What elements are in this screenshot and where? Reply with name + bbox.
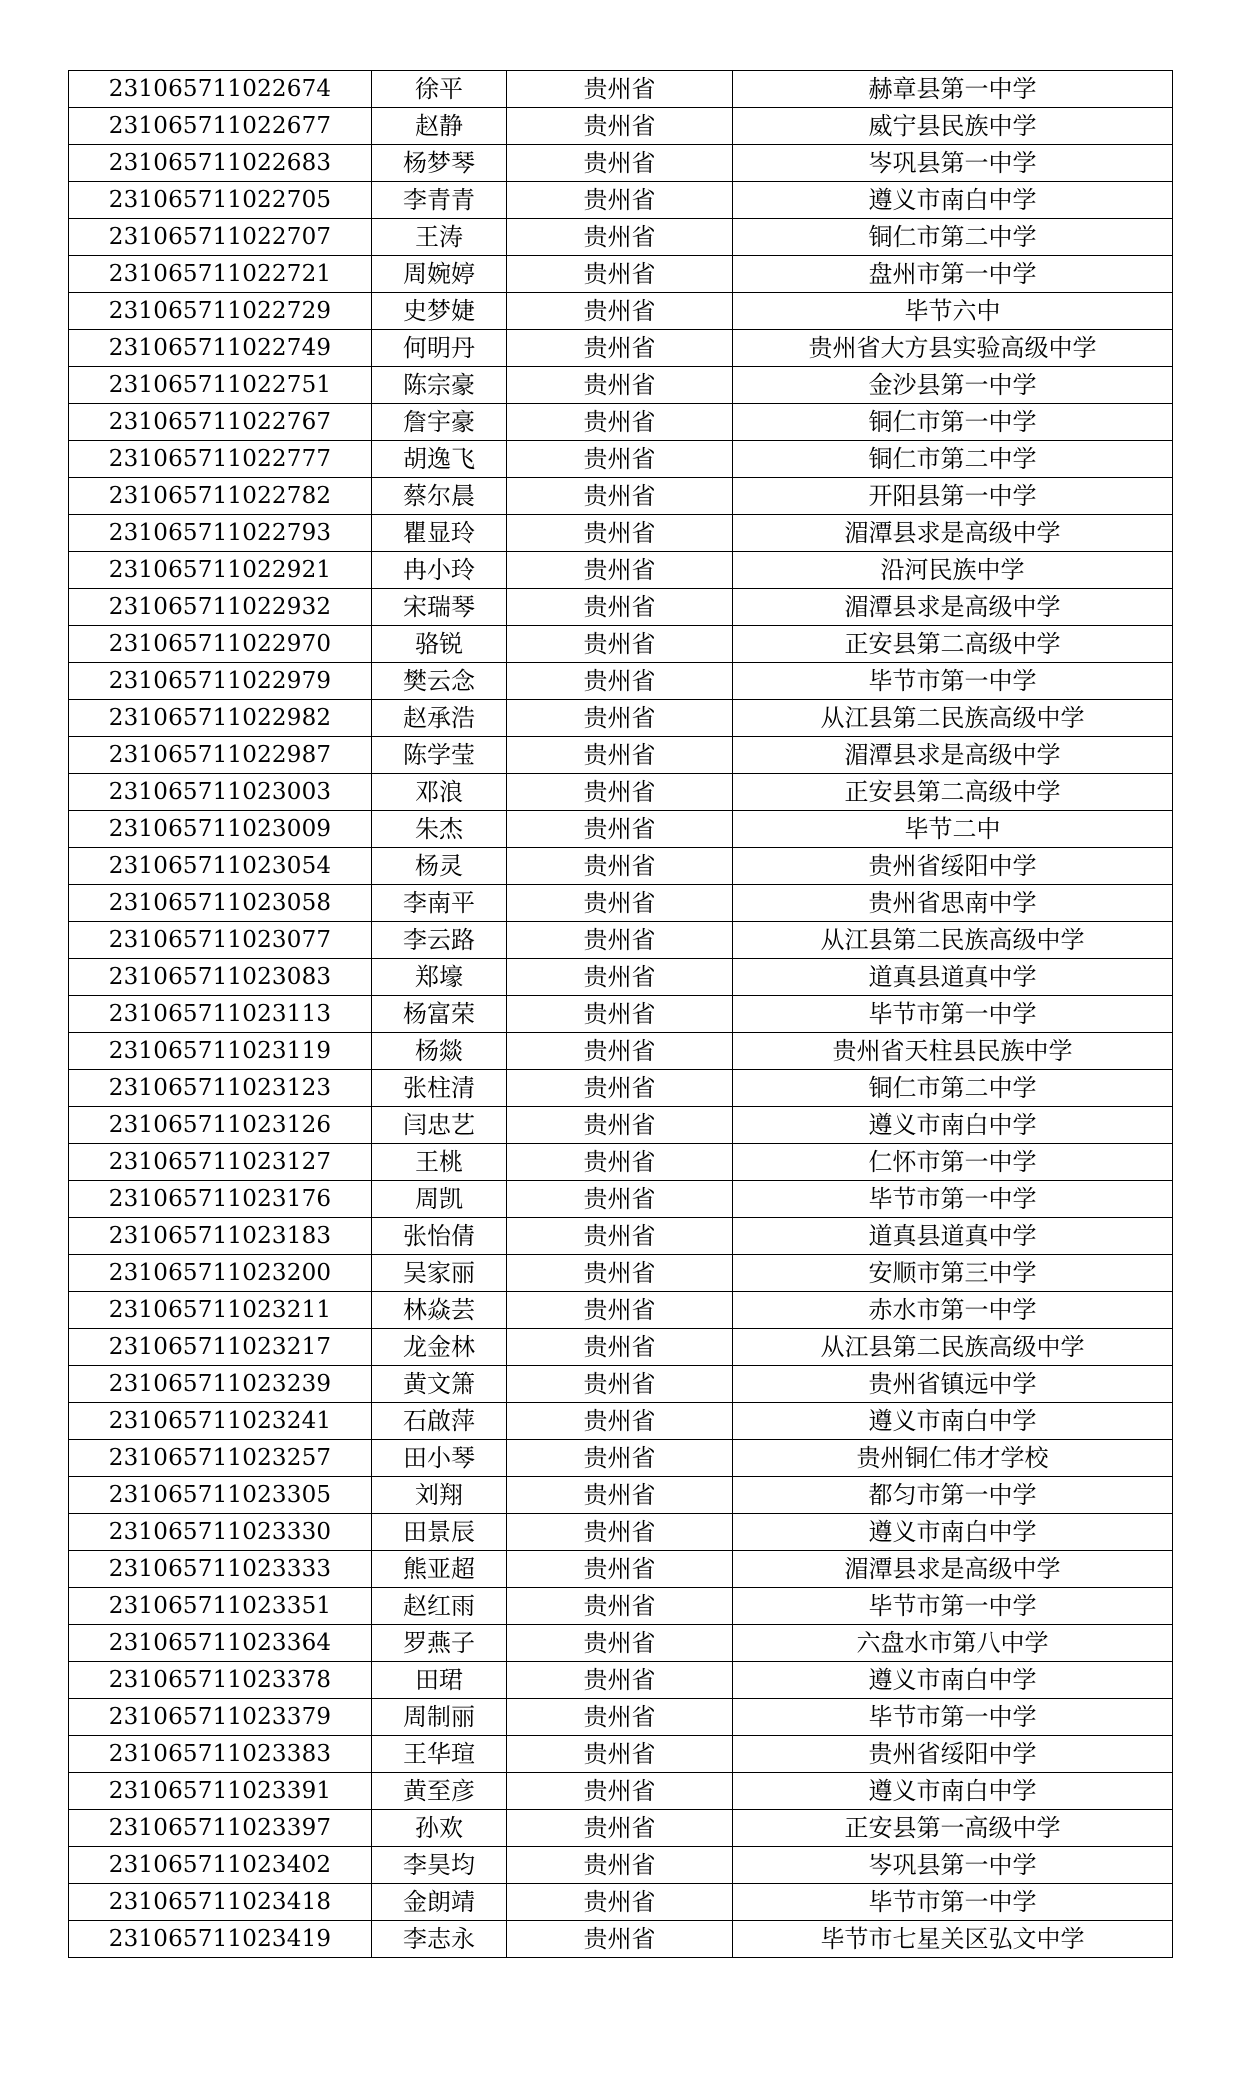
school-cell: 毕节六中 bbox=[733, 293, 1173, 330]
table-row bbox=[69, 663, 1173, 700]
student-name-cell: 李云路 bbox=[372, 922, 507, 959]
candidate-id-cell: 231065711023113 bbox=[69, 996, 372, 1033]
school-cell: 毕节市第一中学 bbox=[733, 1699, 1173, 1736]
student-name-cell: 李青青 bbox=[372, 182, 507, 219]
table-row bbox=[69, 367, 1173, 404]
school-cell: 遵义市南白中学 bbox=[733, 1773, 1173, 1810]
student-name-cell: 杨灵 bbox=[372, 848, 507, 885]
table-row bbox=[69, 1144, 1173, 1181]
table-row bbox=[69, 1847, 1173, 1884]
candidate-id-cell: 231065711023083 bbox=[69, 959, 372, 996]
table-row bbox=[69, 1699, 1173, 1736]
table-row bbox=[69, 848, 1173, 885]
province-cell: 贵州省 bbox=[507, 885, 733, 922]
table-row bbox=[69, 478, 1173, 515]
student-name-cell: 黄文箫 bbox=[372, 1366, 507, 1403]
school-cell: 金沙县第一中学 bbox=[733, 367, 1173, 404]
candidate-id-cell: 231065711023397 bbox=[69, 1810, 372, 1847]
province-cell: 贵州省 bbox=[507, 256, 733, 293]
candidate-id-cell: 231065711022767 bbox=[69, 404, 372, 441]
province-cell: 贵州省 bbox=[507, 1736, 733, 1773]
candidate-id-cell: 231065711023351 bbox=[69, 1588, 372, 1625]
table-row bbox=[69, 145, 1173, 182]
school-cell: 赫章县第一中学 bbox=[733, 71, 1173, 108]
candidate-id-cell: 231065711023119 bbox=[69, 1033, 372, 1070]
school-cell: 道真县道真中学 bbox=[733, 1218, 1173, 1255]
school-cell: 贵州铜仁伟才学校 bbox=[733, 1440, 1173, 1477]
candidate-id-cell: 231065711022777 bbox=[69, 441, 372, 478]
province-cell: 贵州省 bbox=[507, 1514, 733, 1551]
table-row bbox=[69, 811, 1173, 848]
province-cell: 贵州省 bbox=[507, 1477, 733, 1514]
province-cell: 贵州省 bbox=[507, 108, 733, 145]
table-row bbox=[69, 1588, 1173, 1625]
school-cell: 毕节市第一中学 bbox=[733, 1181, 1173, 1218]
school-cell: 湄潭县求是高级中学 bbox=[733, 1551, 1173, 1588]
candidate-id-cell: 231065711022729 bbox=[69, 293, 372, 330]
candidate-id-cell: 231065711022677 bbox=[69, 108, 372, 145]
province-cell: 贵州省 bbox=[507, 1255, 733, 1292]
table-row bbox=[69, 1218, 1173, 1255]
province-cell: 贵州省 bbox=[507, 1699, 733, 1736]
roster-table-body bbox=[69, 71, 1173, 1958]
table-row bbox=[69, 441, 1173, 478]
table-row bbox=[69, 1366, 1173, 1403]
province-cell: 贵州省 bbox=[507, 700, 733, 737]
candidate-id-cell: 231065711023054 bbox=[69, 848, 372, 885]
table-row bbox=[69, 1884, 1173, 1921]
table-row bbox=[69, 108, 1173, 145]
student-name-cell: 史梦婕 bbox=[372, 293, 507, 330]
province-cell: 贵州省 bbox=[507, 626, 733, 663]
student-name-cell: 赵静 bbox=[372, 108, 507, 145]
student-name-cell: 李志永 bbox=[372, 1921, 507, 1958]
school-cell: 毕节市第一中学 bbox=[733, 1588, 1173, 1625]
student-name-cell: 黄至彦 bbox=[372, 1773, 507, 1810]
candidate-id-cell: 231065711023200 bbox=[69, 1255, 372, 1292]
table-row bbox=[69, 1773, 1173, 1810]
table-row bbox=[69, 1625, 1173, 1662]
table-row bbox=[69, 959, 1173, 996]
province-cell: 贵州省 bbox=[507, 367, 733, 404]
school-cell: 安顺市第三中学 bbox=[733, 1255, 1173, 1292]
school-cell: 岑巩县第一中学 bbox=[733, 145, 1173, 182]
school-cell: 铜仁市第二中学 bbox=[733, 441, 1173, 478]
province-cell: 贵州省 bbox=[507, 1403, 733, 1440]
table-row bbox=[69, 1662, 1173, 1699]
student-name-cell: 田珺 bbox=[372, 1662, 507, 1699]
province-cell: 贵州省 bbox=[507, 404, 733, 441]
candidate-id-cell: 231065711023183 bbox=[69, 1218, 372, 1255]
student-name-cell: 王涛 bbox=[372, 219, 507, 256]
province-cell: 贵州省 bbox=[507, 1551, 733, 1588]
province-cell: 贵州省 bbox=[507, 1107, 733, 1144]
table-row bbox=[69, 1551, 1173, 1588]
student-name-cell: 石啟萍 bbox=[372, 1403, 507, 1440]
student-name-cell: 周制丽 bbox=[372, 1699, 507, 1736]
table-row bbox=[69, 71, 1173, 108]
province-cell: 贵州省 bbox=[507, 737, 733, 774]
province-cell: 贵州省 bbox=[507, 71, 733, 108]
province-cell: 贵州省 bbox=[507, 1070, 733, 1107]
candidate-id-cell: 231065711023241 bbox=[69, 1403, 372, 1440]
candidate-id-cell: 231065711022707 bbox=[69, 219, 372, 256]
province-cell: 贵州省 bbox=[507, 330, 733, 367]
student-name-cell: 李南平 bbox=[372, 885, 507, 922]
candidate-id-cell: 231065711023126 bbox=[69, 1107, 372, 1144]
school-cell: 遵义市南白中学 bbox=[733, 182, 1173, 219]
table-row bbox=[69, 1477, 1173, 1514]
school-cell: 铜仁市第二中学 bbox=[733, 219, 1173, 256]
province-cell: 贵州省 bbox=[507, 1181, 733, 1218]
table-row bbox=[69, 293, 1173, 330]
student-name-cell: 陈宗豪 bbox=[372, 367, 507, 404]
student-name-cell: 张柱清 bbox=[372, 1070, 507, 1107]
table-row bbox=[69, 1292, 1173, 1329]
student-name-cell: 龙金林 bbox=[372, 1329, 507, 1366]
student-name-cell: 熊亚超 bbox=[372, 1551, 507, 1588]
school-cell: 遵义市南白中学 bbox=[733, 1514, 1173, 1551]
candidate-id-cell: 231065711023391 bbox=[69, 1773, 372, 1810]
province-cell: 贵州省 bbox=[507, 1329, 733, 1366]
province-cell: 贵州省 bbox=[507, 182, 733, 219]
table-row bbox=[69, 1329, 1173, 1366]
student-name-cell: 詹宇豪 bbox=[372, 404, 507, 441]
province-cell: 贵州省 bbox=[507, 1366, 733, 1403]
table-row bbox=[69, 515, 1173, 552]
candidate-id-cell: 231065711023330 bbox=[69, 1514, 372, 1551]
candidate-id-cell: 231065711022705 bbox=[69, 182, 372, 219]
candidate-id-cell: 231065711023379 bbox=[69, 1699, 372, 1736]
school-cell: 正安县第二高级中学 bbox=[733, 774, 1173, 811]
student-name-cell: 邓浪 bbox=[372, 774, 507, 811]
table-row bbox=[69, 256, 1173, 293]
school-cell: 从江县第二民族高级中学 bbox=[733, 700, 1173, 737]
table-row bbox=[69, 404, 1173, 441]
student-name-cell: 吴家丽 bbox=[372, 1255, 507, 1292]
school-cell: 毕节市七星关区弘文中学 bbox=[733, 1921, 1173, 1958]
school-cell: 赤水市第一中学 bbox=[733, 1292, 1173, 1329]
province-cell: 贵州省 bbox=[507, 1218, 733, 1255]
candidate-id-cell: 231065711022979 bbox=[69, 663, 372, 700]
table-row bbox=[69, 1736, 1173, 1773]
province-cell: 贵州省 bbox=[507, 1884, 733, 1921]
table-row bbox=[69, 1255, 1173, 1292]
student-name-cell: 朱杰 bbox=[372, 811, 507, 848]
school-cell: 道真县道真中学 bbox=[733, 959, 1173, 996]
table-row bbox=[69, 1033, 1173, 1070]
student-name-cell: 宋瑞琴 bbox=[372, 589, 507, 626]
candidate-id-cell: 231065711023418 bbox=[69, 1884, 372, 1921]
table-row bbox=[69, 1107, 1173, 1144]
school-cell: 从江县第二民族高级中学 bbox=[733, 1329, 1173, 1366]
student-name-cell: 陈学莹 bbox=[372, 737, 507, 774]
candidate-id-cell: 231065711023333 bbox=[69, 1551, 372, 1588]
school-cell: 毕节市第一中学 bbox=[733, 1884, 1173, 1921]
table-row bbox=[69, 737, 1173, 774]
school-cell: 毕节市第一中学 bbox=[733, 663, 1173, 700]
school-cell: 都匀市第一中学 bbox=[733, 1477, 1173, 1514]
school-cell: 贵州省大方县实验高级中学 bbox=[733, 330, 1173, 367]
candidate-id-cell: 231065711022921 bbox=[69, 552, 372, 589]
school-cell: 毕节二中 bbox=[733, 811, 1173, 848]
student-name-cell: 林焱芸 bbox=[372, 1292, 507, 1329]
table-row bbox=[69, 1514, 1173, 1551]
table-row bbox=[69, 1070, 1173, 1107]
school-cell: 岑巩县第一中学 bbox=[733, 1847, 1173, 1884]
table-row bbox=[69, 922, 1173, 959]
student-name-cell: 何明丹 bbox=[372, 330, 507, 367]
candidate-id-cell: 231065711023383 bbox=[69, 1736, 372, 1773]
school-cell: 湄潭县求是高级中学 bbox=[733, 515, 1173, 552]
province-cell: 贵州省 bbox=[507, 515, 733, 552]
table-row bbox=[69, 182, 1173, 219]
school-cell: 贵州省思南中学 bbox=[733, 885, 1173, 922]
province-cell: 贵州省 bbox=[507, 1810, 733, 1847]
student-name-cell: 王华瑄 bbox=[372, 1736, 507, 1773]
table-row bbox=[69, 589, 1173, 626]
student-name-cell: 杨梦琴 bbox=[372, 145, 507, 182]
province-cell: 贵州省 bbox=[507, 293, 733, 330]
table-row bbox=[69, 552, 1173, 589]
province-cell: 贵州省 bbox=[507, 1773, 733, 1810]
school-cell: 正安县第一高级中学 bbox=[733, 1810, 1173, 1847]
candidate-id-cell: 231065711023239 bbox=[69, 1366, 372, 1403]
candidate-id-cell: 231065711023127 bbox=[69, 1144, 372, 1181]
student-name-cell: 骆锐 bbox=[372, 626, 507, 663]
table-row bbox=[69, 1810, 1173, 1847]
province-cell: 贵州省 bbox=[507, 848, 733, 885]
school-cell: 盘州市第一中学 bbox=[733, 256, 1173, 293]
student-name-cell: 刘翔 bbox=[372, 1477, 507, 1514]
province-cell: 贵州省 bbox=[507, 1662, 733, 1699]
school-cell: 贵州省绥阳中学 bbox=[733, 848, 1173, 885]
student-name-cell: 闫忠艺 bbox=[372, 1107, 507, 1144]
province-cell: 贵州省 bbox=[507, 774, 733, 811]
table-row bbox=[69, 700, 1173, 737]
roster-table bbox=[68, 70, 1173, 1958]
province-cell: 贵州省 bbox=[507, 1033, 733, 1070]
student-name-cell: 胡逸飞 bbox=[372, 441, 507, 478]
candidate-id-cell: 231065711022987 bbox=[69, 737, 372, 774]
student-name-cell: 冉小玲 bbox=[372, 552, 507, 589]
school-cell: 湄潭县求是高级中学 bbox=[733, 737, 1173, 774]
province-cell: 贵州省 bbox=[507, 441, 733, 478]
candidate-id-cell: 231065711022932 bbox=[69, 589, 372, 626]
table-row bbox=[69, 330, 1173, 367]
school-cell: 遵义市南白中学 bbox=[733, 1107, 1173, 1144]
school-cell: 仁怀市第一中学 bbox=[733, 1144, 1173, 1181]
student-name-cell: 王桃 bbox=[372, 1144, 507, 1181]
school-cell: 贵州省天柱县民族中学 bbox=[733, 1033, 1173, 1070]
table-row bbox=[69, 996, 1173, 1033]
candidate-id-cell: 231065711023402 bbox=[69, 1847, 372, 1884]
candidate-id-cell: 231065711023077 bbox=[69, 922, 372, 959]
province-cell: 贵州省 bbox=[507, 959, 733, 996]
table-row bbox=[69, 1921, 1173, 1958]
province-cell: 贵州省 bbox=[507, 219, 733, 256]
table-row bbox=[69, 1403, 1173, 1440]
student-name-cell: 张怡倩 bbox=[372, 1218, 507, 1255]
student-name-cell: 孙欢 bbox=[372, 1810, 507, 1847]
candidate-id-cell: 231065711022751 bbox=[69, 367, 372, 404]
candidate-id-cell: 231065711023058 bbox=[69, 885, 372, 922]
table-row bbox=[69, 774, 1173, 811]
candidate-id-cell: 231065711023305 bbox=[69, 1477, 372, 1514]
candidate-id-cell: 231065711022970 bbox=[69, 626, 372, 663]
province-cell: 贵州省 bbox=[507, 996, 733, 1033]
student-name-cell: 周婉婷 bbox=[372, 256, 507, 293]
candidate-id-cell: 231065711023257 bbox=[69, 1440, 372, 1477]
school-cell: 开阳县第一中学 bbox=[733, 478, 1173, 515]
candidate-id-cell: 231065711022683 bbox=[69, 145, 372, 182]
province-cell: 贵州省 bbox=[507, 552, 733, 589]
student-name-cell: 杨燚 bbox=[372, 1033, 507, 1070]
school-cell: 从江县第二民族高级中学 bbox=[733, 922, 1173, 959]
student-name-cell: 杨富荣 bbox=[372, 996, 507, 1033]
school-cell: 毕节市第一中学 bbox=[733, 996, 1173, 1033]
province-cell: 贵州省 bbox=[507, 922, 733, 959]
student-name-cell: 田小琴 bbox=[372, 1440, 507, 1477]
school-cell: 六盘水市第八中学 bbox=[733, 1625, 1173, 1662]
student-name-cell: 徐平 bbox=[372, 71, 507, 108]
school-cell: 沿河民族中学 bbox=[733, 552, 1173, 589]
school-cell: 贵州省镇远中学 bbox=[733, 1366, 1173, 1403]
province-cell: 贵州省 bbox=[507, 1292, 733, 1329]
candidate-id-cell: 231065711023176 bbox=[69, 1181, 372, 1218]
school-cell: 铜仁市第二中学 bbox=[733, 1070, 1173, 1107]
table-row bbox=[69, 219, 1173, 256]
candidate-id-cell: 231065711023217 bbox=[69, 1329, 372, 1366]
province-cell: 贵州省 bbox=[507, 1588, 733, 1625]
school-cell: 湄潭县求是高级中学 bbox=[733, 589, 1173, 626]
candidate-id-cell: 231065711023364 bbox=[69, 1625, 372, 1662]
candidate-id-cell: 231065711022982 bbox=[69, 700, 372, 737]
candidate-id-cell: 231065711022793 bbox=[69, 515, 372, 552]
student-name-cell: 赵承浩 bbox=[372, 700, 507, 737]
table-row bbox=[69, 1181, 1173, 1218]
candidate-id-cell: 231065711023003 bbox=[69, 774, 372, 811]
province-cell: 贵州省 bbox=[507, 1921, 733, 1958]
province-cell: 贵州省 bbox=[507, 811, 733, 848]
school-cell: 铜仁市第一中学 bbox=[733, 404, 1173, 441]
candidate-id-cell: 231065711023009 bbox=[69, 811, 372, 848]
province-cell: 贵州省 bbox=[507, 663, 733, 700]
table-row bbox=[69, 885, 1173, 922]
province-cell: 贵州省 bbox=[507, 145, 733, 182]
province-cell: 贵州省 bbox=[507, 1847, 733, 1884]
student-name-cell: 瞿显玲 bbox=[372, 515, 507, 552]
student-name-cell: 赵红雨 bbox=[372, 1588, 507, 1625]
student-name-cell: 周凯 bbox=[372, 1181, 507, 1218]
candidate-id-cell: 231065711023211 bbox=[69, 1292, 372, 1329]
student-name-cell: 李昊均 bbox=[372, 1847, 507, 1884]
province-cell: 贵州省 bbox=[507, 1144, 733, 1181]
school-cell: 遵义市南白中学 bbox=[733, 1662, 1173, 1699]
student-name-cell: 罗燕子 bbox=[372, 1625, 507, 1662]
table-row bbox=[69, 1440, 1173, 1477]
candidate-id-cell: 231065711022674 bbox=[69, 71, 372, 108]
school-cell: 威宁县民族中学 bbox=[733, 108, 1173, 145]
school-cell: 遵义市南白中学 bbox=[733, 1403, 1173, 1440]
student-name-cell: 金朗靖 bbox=[372, 1884, 507, 1921]
province-cell: 贵州省 bbox=[507, 1440, 733, 1477]
candidate-id-cell: 231065711022721 bbox=[69, 256, 372, 293]
table-row bbox=[69, 626, 1173, 663]
province-cell: 贵州省 bbox=[507, 1625, 733, 1662]
school-cell: 贵州省绥阳中学 bbox=[733, 1736, 1173, 1773]
student-name-cell: 田景辰 bbox=[372, 1514, 507, 1551]
candidate-id-cell: 231065711023123 bbox=[69, 1070, 372, 1107]
candidate-id-cell: 231065711023419 bbox=[69, 1921, 372, 1958]
candidate-id-cell: 231065711022782 bbox=[69, 478, 372, 515]
school-cell: 正安县第二高级中学 bbox=[733, 626, 1173, 663]
province-cell: 贵州省 bbox=[507, 478, 733, 515]
student-name-cell: 樊云念 bbox=[372, 663, 507, 700]
province-cell: 贵州省 bbox=[507, 589, 733, 626]
candidate-id-cell: 231065711023378 bbox=[69, 1662, 372, 1699]
student-name-cell: 蔡尔晨 bbox=[372, 478, 507, 515]
candidate-id-cell: 231065711022749 bbox=[69, 330, 372, 367]
student-name-cell: 郑壕 bbox=[372, 959, 507, 996]
